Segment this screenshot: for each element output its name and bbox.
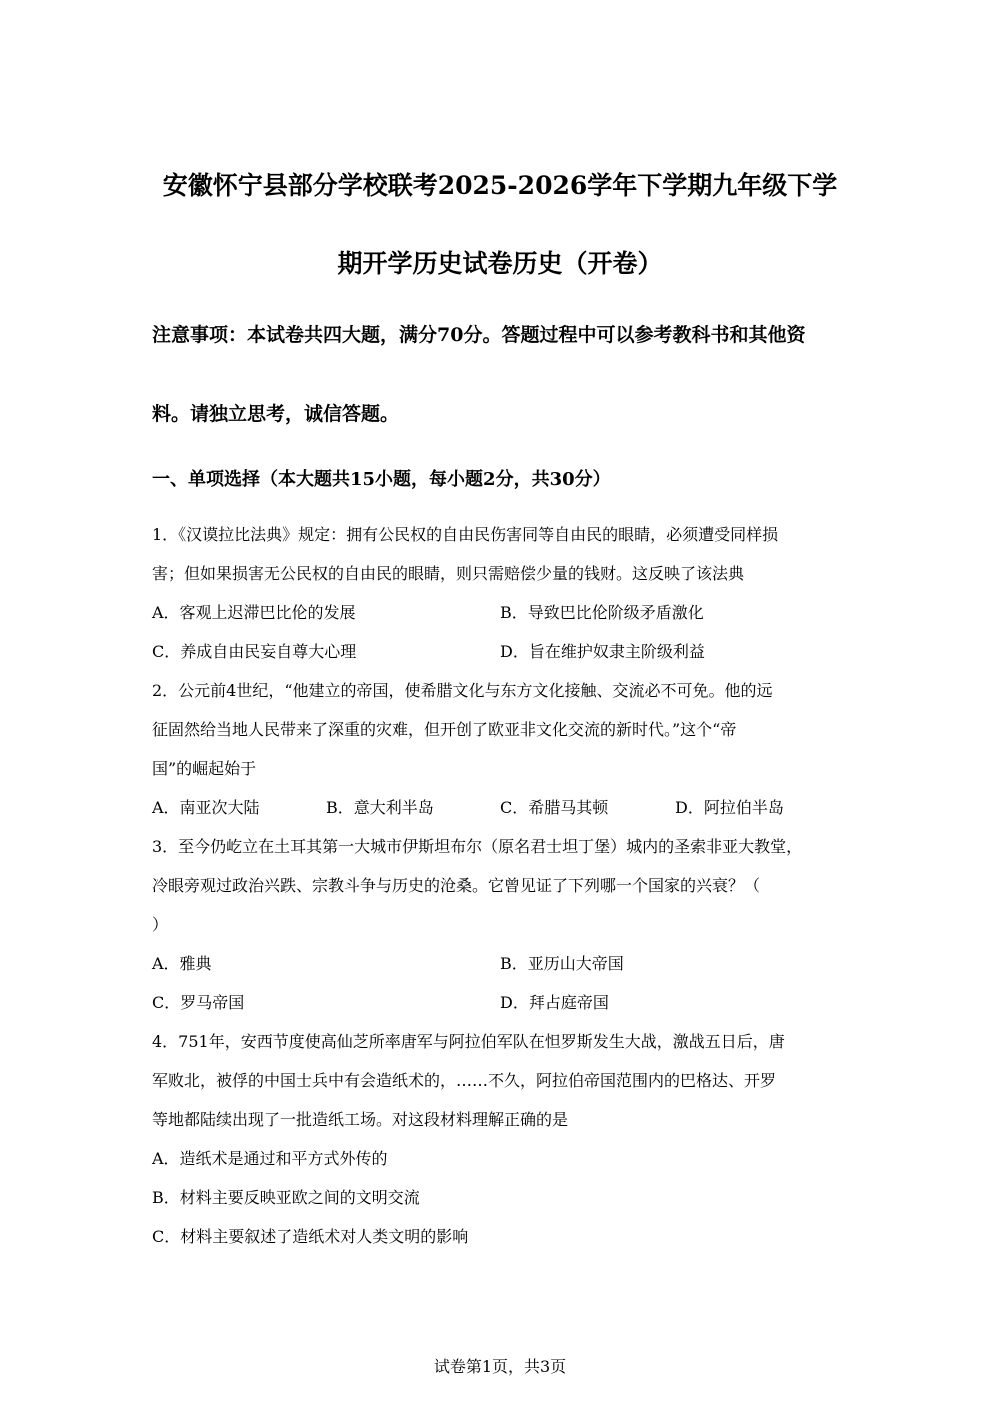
question-1-option-c: C．养成自由民妄自尊大心理 [152,642,357,661]
question-1-option-d: D．旨在维护奴隶主阶级利益 [500,642,705,661]
question-3-option-a: A．雅典 [152,954,212,973]
question-1-option-a: A．客观上迟滞巴比伦的发展 [152,603,356,622]
exam-title-line-2: 期开学历史试卷历史（开卷） [337,249,663,278]
question-4-stem-line-1: 4．751年，安西节度使高仙芝所率唐军与阿拉伯军队在怛罗斯发生大战，激战五日后，唐 [152,1032,785,1051]
question-2-option-d: D．阿拉伯半岛 [675,798,784,817]
exam-title-line-1: 安徽怀宁县部分学校联考2025-2026学年下学期九年级下学 [162,171,838,200]
question-4-option-a: A．造纸术是通过和平方式外传的 [152,1149,388,1168]
question-4-stem-line-2: 军败北，被俘的中国士兵中有会造纸术的，……不久，阿拉伯帝国范围内的巴格达、开罗 [152,1071,777,1090]
question-4-option-b: B．材料主要反映亚欧之间的文明交流 [152,1188,420,1207]
question-3-option-c: C．罗马帝国 [152,993,245,1012]
section-1-heading: 一、单项选择（本大题共15小题，每小题2分，共30分） [152,469,611,490]
question-3-stem-line-2: 冷眼旁观过政治兴跌、宗教斗争与历史的沧桑。它曾见证了下列哪一个国家的兴衰？（ [152,876,761,895]
question-2-option-b: B．意大利半岛 [326,798,434,817]
page-footer: 试卷第1页，共3页 [433,1357,567,1376]
notice-line-2: 料。请独立思考，诚信答题。 [152,403,400,425]
question-4-option-c: C．材料主要叙述了造纸术对人类文明的影响 [152,1227,469,1246]
question-2-option-c: C．希腊马其顿 [500,798,609,817]
question-1-stem-line-1: 1．《汉谟拉比法典》规定：拥有公民权的自由民伤害同等自由民的眼睛，必须遭受同样损 [152,525,779,544]
question-2-stem-line-1: 2．公元前4世纪，“他建立的帝国，使希腊文化与东方文化接触、交流必不可免。他的远 [152,681,773,700]
question-2-option-a: A．南亚次大陆 [152,798,260,817]
notice-line-1: 注意事项：本试卷共四大题，满分70分。答题过程中可以参考教科书和其他资 [152,324,806,346]
question-4-stem-line-3: 等地都陆续出现了一批造纸工场。对这段材料理解正确的是 [152,1110,569,1129]
question-3-option-b: B．亚历山大帝国 [500,954,624,973]
question-3-stem-line-3: ） [152,915,169,934]
question-2-stem-line-2: 征固然给当地人民带来了深重的灾难，但开创了欧亚非文化交流的新时代。”这个“帝 [152,720,737,739]
question-3-option-d: D．拜占庭帝国 [500,993,609,1012]
question-3-stem-line-1: 3．至今仍屹立在土耳其第一大城市伊斯坦布尔（原名君士坦丁堡）城内的圣索非亚大教堂， [152,837,803,856]
question-2-stem-line-3: 国”的崛起始于 [152,759,257,778]
question-1-stem-line-2: 害；但如果损害无公民权的自由民的眼睛，则只需赔偿少量的钱财。这反映了该法典 [152,564,745,583]
question-1-option-b: B．导致巴比伦阶级矛盾激化 [500,603,704,622]
